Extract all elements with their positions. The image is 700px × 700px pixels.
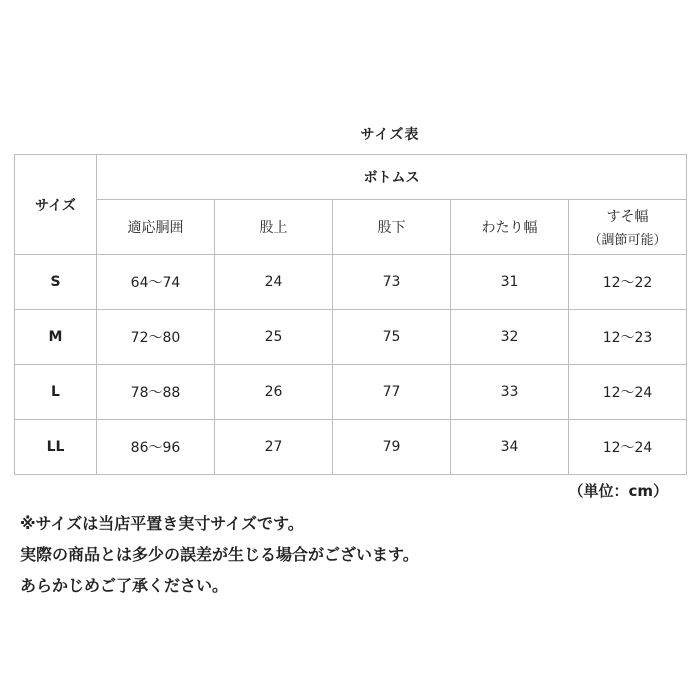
size-table [14,154,687,475]
col-header-waist: 適応胴囲 [97,200,215,255]
hem-cell: 12～22 [569,255,687,310]
size-cell: L [15,365,97,420]
col-header-inseam: 股下 [333,200,451,255]
note-line: ※サイズは当店平置き実寸サイズです。 [20,514,304,533]
notes [20,508,419,601]
inseam-cell: 77 [333,365,451,420]
inseam-cell: 79 [333,420,451,475]
waist-cell: 64～74 [97,255,215,310]
col-header-thigh: わたり幅 [451,200,569,255]
table-row [15,310,687,365]
col-header-hem-label: すそ幅 [606,209,649,225]
size-header: サイズ [15,155,97,255]
col-header-hem-note: （調節可能） [588,233,667,248]
inseam-cell: 75 [333,310,451,365]
inseam-cell: 73 [333,255,451,310]
hem-cell: 12～24 [569,365,687,420]
size-cell: S [15,255,97,310]
thigh-cell: 32 [451,310,569,365]
table-header-row [15,155,687,200]
waist-cell: 86～96 [97,420,215,475]
unit-label: （単位：cm） [568,482,668,500]
group-header: ボトムス [97,155,687,200]
hem-cell: 12～24 [569,420,687,475]
table-row [15,255,687,310]
waist-cell: 72～80 [97,310,215,365]
col-header-hem [569,200,687,255]
thigh-cell: 34 [451,420,569,475]
table-row [15,365,687,420]
size-cell: M [15,310,97,365]
col-header-rise: 股上 [215,200,333,255]
rise-cell: 24 [215,255,333,310]
rise-cell: 27 [215,420,333,475]
thigh-cell: 31 [451,255,569,310]
hem-cell: 12～23 [569,310,687,365]
size-cell: LL [15,420,97,475]
table-row [15,420,687,475]
note-line: 実際の商品とは多少の誤差が生じる場合がございます。 [20,545,419,564]
note-line: あらかじめご了承ください。 [20,576,229,595]
column-header-row [15,200,687,255]
waist-cell: 78～88 [97,365,215,420]
rise-cell: 26 [215,365,333,420]
thigh-cell: 33 [451,365,569,420]
rise-cell: 25 [215,310,333,365]
page-title: サイズ表 [360,127,420,143]
